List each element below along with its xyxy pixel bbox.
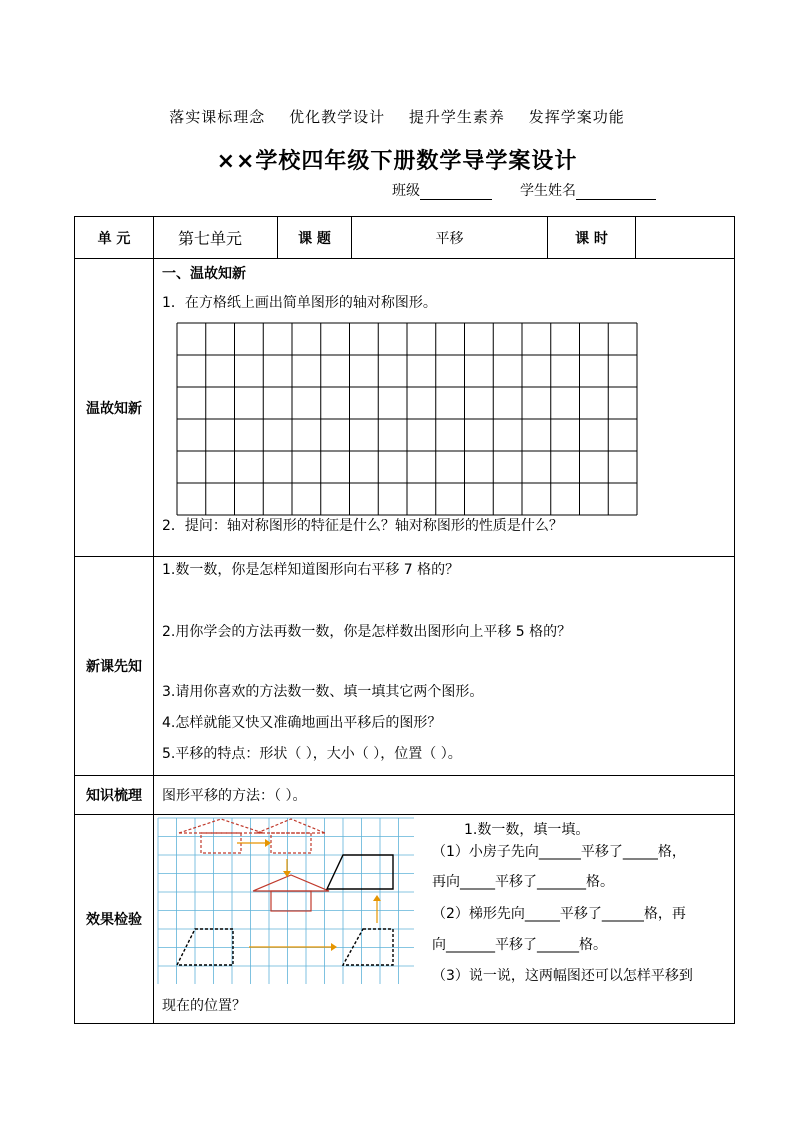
table-row [75, 217, 735, 259]
summary-label: 知识梳理 [75, 776, 154, 815]
preview-label: 新课先知 [75, 557, 154, 776]
student-label: 学生姓名 [520, 183, 576, 199]
table-row [75, 815, 735, 1024]
trapezoid-final [327, 855, 393, 889]
page-title: ××学校四年级下册数学导学案设计 [216, 149, 578, 174]
check-content [154, 815, 735, 1024]
house-moved-body [271, 833, 311, 853]
review-q1: 1．在方格纸上画出简单图形的轴对称图形。 [162, 295, 437, 311]
student-field [520, 180, 656, 200]
preview-q5: 5.平移的特点：形状（ ），大小（ ），位置（ ）。 [162, 746, 462, 762]
table-row [75, 776, 735, 815]
motto-item: 落实课标理念 [169, 108, 266, 126]
motto-line [0, 106, 794, 127]
period-value[interactable] [636, 217, 735, 259]
preview-q4: 4.怎样就能又快又准确地画出平移后的图形？ [162, 715, 442, 731]
house-original-body [201, 833, 241, 853]
class-field [392, 180, 492, 200]
trapezoid-moved [343, 929, 393, 965]
motto-item: 发挥学案功能 [528, 108, 625, 126]
class-blank[interactable] [420, 185, 492, 200]
preview-q2: 2.用你学会的方法再数一数，你是怎样数出图形向上平移 5 格的？ [162, 624, 572, 640]
preview-q3: 3.请用你喜欢的方法数一数、填一填其它两个图形。 [162, 684, 484, 700]
lesson-table [74, 216, 735, 1024]
unit-label: 单 元 [75, 217, 154, 259]
review-q2: 2．提问：轴对称图形的特征是什么？轴对称图形的性质是什么？ [162, 518, 563, 534]
check-line-4: 向_______平移了______格。 [432, 937, 607, 953]
preview-content [154, 557, 735, 776]
house-final-body [271, 891, 311, 911]
table-row [75, 557, 735, 776]
check-line-2: 再向_____平移了_______格。 [432, 874, 614, 890]
check-line-6: 现在的位置？ [162, 998, 246, 1014]
summary-content [154, 776, 735, 815]
house-final-roof [253, 875, 329, 891]
class-label: 班级 [392, 183, 420, 199]
translation-figure [157, 817, 415, 985]
review-content [154, 259, 735, 557]
unit-value: 第七单元 [154, 217, 278, 259]
check-line-5: （3）说一说，这两幅图还可以怎样平移到 [432, 968, 693, 984]
check-label: 效果检验 [75, 815, 154, 1024]
arrowhead-right-1 [265, 839, 271, 847]
period-label: 课 时 [548, 217, 636, 259]
grid-lines [177, 323, 637, 515]
summary-text: 图形平移的方法：（ ）。 [162, 788, 307, 804]
check-line-3: （2）梯形先向_____平移了______格，再 [432, 906, 686, 922]
student-blank[interactable] [576, 185, 656, 200]
trapezoid-original [177, 929, 233, 965]
house-moved-roof [257, 819, 325, 833]
arrowhead-right-2 [331, 943, 337, 951]
topic-value: 平移 [352, 217, 548, 259]
check-line-1: （1）小房子先向______平移了_____格， [432, 844, 686, 860]
topic-label: 课 题 [278, 217, 352, 259]
table-row [75, 259, 735, 557]
preview-q1: 1.数一数，你是怎样知道图形向右平移 7 格的？ [162, 562, 460, 578]
motto-item: 优化教学设计 [289, 108, 386, 126]
grid-paper[interactable] [176, 322, 638, 516]
review-heading: 一、温故知新 [162, 266, 246, 282]
review-label: 温故知新 [75, 259, 154, 557]
check-title: 1.数一数，填一填。 [464, 822, 590, 838]
motto-item: 提升学生素养 [408, 108, 505, 126]
